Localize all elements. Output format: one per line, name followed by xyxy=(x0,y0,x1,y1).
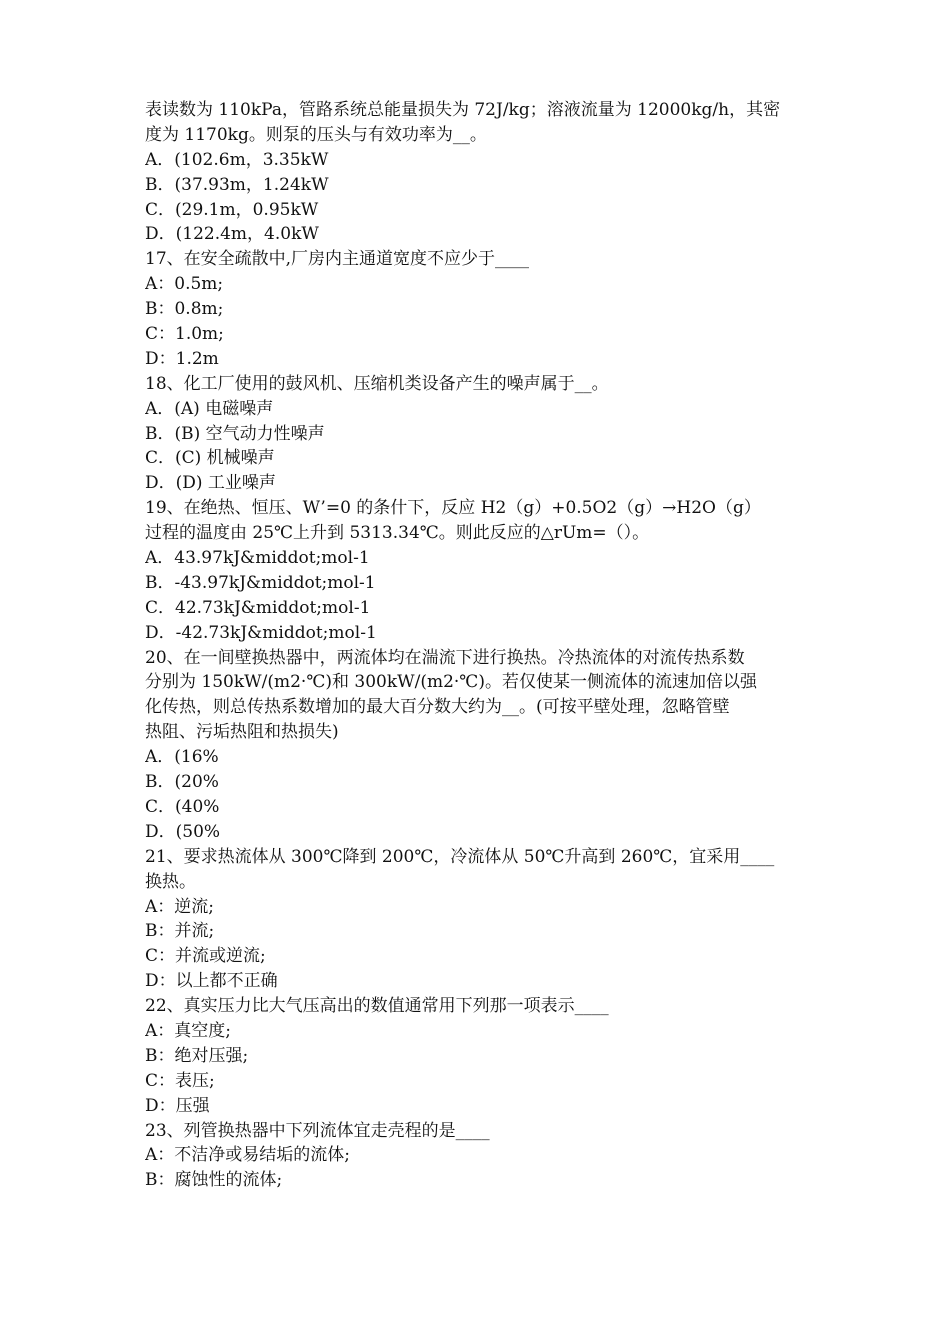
text-line: 表读数为 110kPa，管路系统总能量损失为 72J/kg；溶液流量为 12000kg/h，其密 xyxy=(145,100,781,120)
option-line: C．42.73kJ&middot;mol-1 xyxy=(145,597,371,618)
option-line: C：表压; xyxy=(145,1070,215,1091)
question-21: 21、要求热流体从 300℃降到 200℃，冷流体从 50℃升高到 260℃，宜采用____ xyxy=(145,846,775,867)
option-line: B：并流; xyxy=(145,921,215,942)
option-line: A：逆流; xyxy=(145,896,215,917)
question-19: 19、在绝热、恒压、W’=0 的条什下，反应 H2（g）+0.5O2（g）→H2O（g） xyxy=(145,498,761,519)
question-23: 23、列管换热器中下列流体宜走壳程的是____ xyxy=(145,1120,490,1141)
option-line: D．(D) 工业噪声 xyxy=(145,473,276,494)
option-line: A：真空度; xyxy=(145,1020,232,1041)
option-line: A．(A) 电磁噪声 xyxy=(145,398,274,419)
text-line: 化传热，则总传热系数增加的最大百分数大约为__。(可按平壁处理，忽略管壁 xyxy=(145,697,730,718)
option-line: D：以上都不正确 xyxy=(145,971,278,992)
question-22: 22、真实压力比大气压高出的数值通常用下列那一项表示____ xyxy=(145,996,609,1017)
option-line: C：并流或逆流; xyxy=(145,946,266,967)
option-line: A：不洁净或易结垢的流体; xyxy=(145,1145,351,1166)
text-line: 热阻、污垢热阻和热损失) xyxy=(145,722,339,743)
option-line: B．(B) 空气动力性噪声 xyxy=(145,423,325,444)
option-line: B．-43.97kJ&middot;mol-1 xyxy=(145,572,376,593)
question-20: 20、在一间壁换热器中，两流体均在湍流下进行换热。冷热流体的对流传热系数 xyxy=(145,647,745,668)
option-line: C．(29.1m，0.95kW xyxy=(145,199,319,220)
text-line: 过程的温度由 25℃上升到 5313.34℃。则此反应的△rUm=（）。 xyxy=(145,523,650,544)
option-line: A．43.97kJ&middot;mol-1 xyxy=(145,548,370,569)
option-line: A．(16% xyxy=(145,747,219,768)
option-line: D．(50% xyxy=(145,821,221,842)
option-line: D：1.2m xyxy=(145,348,219,369)
question-18: 18、化工厂使用的鼓风机、压缩机类设备产生的噪声属于__。 xyxy=(145,373,609,394)
document-page xyxy=(145,98,810,1193)
option-line: D：压强 xyxy=(145,1095,210,1116)
option-line: D．-42.73kJ&middot;mol-1 xyxy=(145,622,377,643)
option-line: C：1.0m; xyxy=(145,324,224,345)
question-17: 17、在安全疏散中,厂房内主通道宽度不应少于____ xyxy=(145,249,530,270)
option-line: D．(122.4m，4.0kW xyxy=(145,224,319,245)
text-line: 度为 1170kg。则泵的压头与有效功率为__。 xyxy=(145,124,487,145)
option-line: C．(40% xyxy=(145,796,220,817)
option-line: B：腐蚀性的流体; xyxy=(145,1170,283,1191)
option-line: B．(37.93m，1.24kW xyxy=(145,174,329,195)
option-line: A．(102.6m，3.35kW xyxy=(145,149,329,170)
option-line: B：绝对压强; xyxy=(145,1045,249,1066)
text-line: 换热。 xyxy=(145,871,196,892)
option-line: B：0.8m; xyxy=(145,299,224,320)
option-line: A：0.5m; xyxy=(145,274,224,295)
option-line: C．(C) 机械噪声 xyxy=(145,448,275,469)
option-line: B．(20% xyxy=(145,772,219,793)
text-line: 分别为 150kW/(m2·℃)和 300kW/(m2·℃)。若仅使某一侧流体的流速加倍以强 xyxy=(145,672,757,693)
